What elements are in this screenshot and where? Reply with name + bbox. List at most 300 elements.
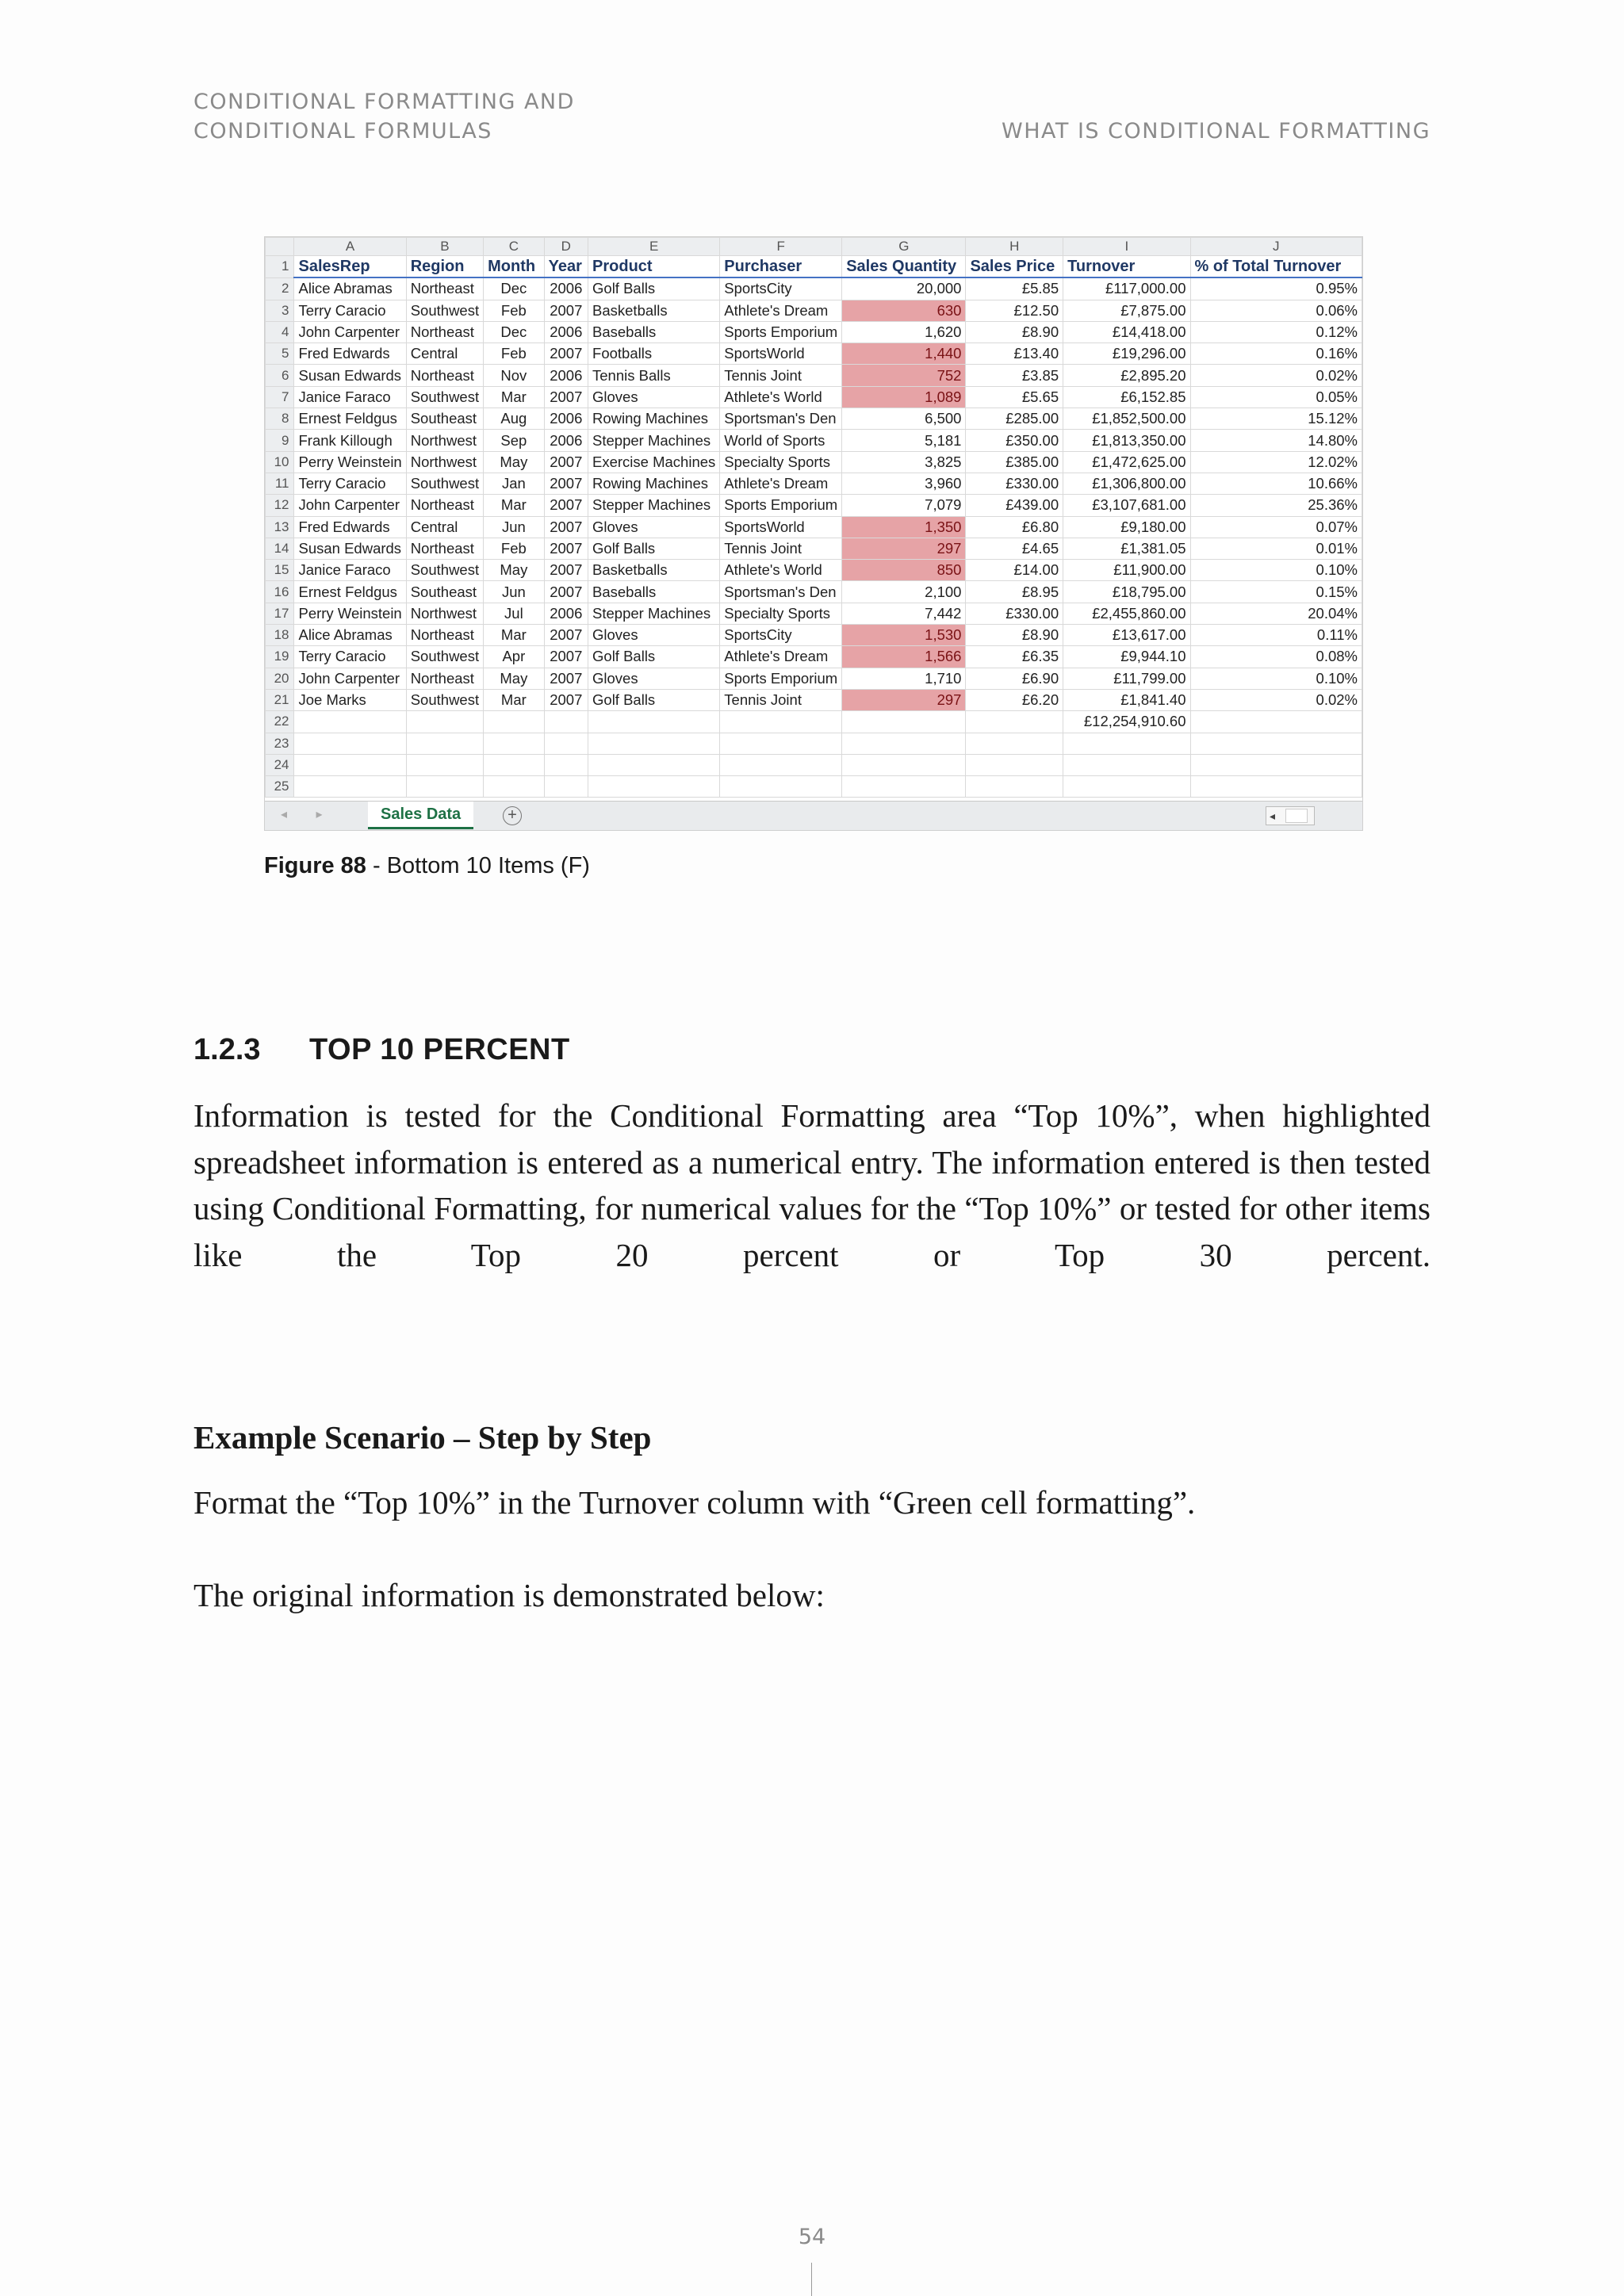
cell-pct[interactable]: 0.07% <box>1190 516 1362 538</box>
cell-rep[interactable]: Terry Caracio <box>294 473 406 494</box>
cell-month[interactable]: Aug <box>484 408 545 430</box>
cell-year[interactable]: 2007 <box>544 560 588 581</box>
cell-year[interactable]: 2007 <box>544 300 588 321</box>
cell-purchaser[interactable]: Tennis Joint <box>720 365 842 386</box>
cell-year[interactable]: 2007 <box>544 689 588 710</box>
row-number[interactable]: 24 <box>266 754 294 775</box>
cell-price[interactable]: £6.80 <box>966 516 1063 538</box>
cell-rep[interactable]: Terry Caracio <box>294 646 406 668</box>
cell-product[interactable]: Gloves <box>588 516 720 538</box>
empty-cell[interactable] <box>966 711 1063 733</box>
column-letter-i[interactable]: I <box>1063 238 1190 256</box>
cell-pct[interactable]: 0.10% <box>1190 560 1362 581</box>
empty-cell[interactable] <box>406 754 483 775</box>
empty-cell[interactable] <box>406 776 483 798</box>
cell-product[interactable]: Golf Balls <box>588 689 720 710</box>
scroll-left-icon[interactable]: ◂ <box>1270 809 1276 822</box>
empty-cell[interactable] <box>1190 733 1362 754</box>
cell-purchaser[interactable]: Athlete's Dream <box>720 473 842 494</box>
cell-pct[interactable]: 15.12% <box>1190 408 1362 430</box>
cell-month[interactable]: May <box>484 560 545 581</box>
empty-cell[interactable] <box>588 776 720 798</box>
empty-cell[interactable] <box>966 733 1063 754</box>
cell-rep[interactable]: Frank Killough <box>294 430 406 451</box>
column-letter-f[interactable]: F <box>720 238 842 256</box>
column-header[interactable]: Turnover <box>1063 256 1190 278</box>
cell-price[interactable]: £3.85 <box>966 365 1063 386</box>
cell-pct[interactable]: 0.16% <box>1190 343 1362 365</box>
cell-year[interactable]: 2007 <box>544 473 588 494</box>
empty-cell[interactable] <box>294 776 406 798</box>
cell-rep[interactable]: Susan Edwards <box>294 538 406 559</box>
cell-pct[interactable]: 12.02% <box>1190 451 1362 473</box>
empty-cell[interactable] <box>294 754 406 775</box>
cell-rep[interactable]: Fred Edwards <box>294 516 406 538</box>
cell-qty[interactable]: 3,960 <box>842 473 966 494</box>
row-number[interactable]: 8 <box>266 408 294 430</box>
cell-price[interactable]: £8.90 <box>966 321 1063 342</box>
empty-cell[interactable] <box>588 733 720 754</box>
cell-pct[interactable]: 0.02% <box>1190 365 1362 386</box>
cell-year[interactable]: 2007 <box>544 625 588 646</box>
cell-product[interactable]: Rowing Machines <box>588 408 720 430</box>
cell-purchaser[interactable]: Tennis Joint <box>720 538 842 559</box>
sheet-tab-sales-data[interactable]: Sales Data <box>368 802 473 829</box>
cell-purchaser[interactable]: Athlete's Dream <box>720 300 842 321</box>
cell-purchaser[interactable]: Athlete's World <box>720 560 842 581</box>
cell-region[interactable]: Southeast <box>406 408 483 430</box>
cell-price[interactable]: £385.00 <box>966 451 1063 473</box>
cell-month[interactable]: Nov <box>484 365 545 386</box>
cell-price[interactable]: £6.90 <box>966 668 1063 689</box>
scrollbar-thumb[interactable] <box>1285 809 1308 823</box>
cell-region[interactable]: Southwest <box>406 473 483 494</box>
cell-year[interactable]: 2006 <box>544 603 588 624</box>
cell-rep[interactable]: Susan Edwards <box>294 365 406 386</box>
cell-month[interactable]: Dec <box>484 277 545 300</box>
cell-price[interactable]: £439.00 <box>966 495 1063 516</box>
empty-cell[interactable] <box>1063 733 1190 754</box>
cell-month[interactable]: Feb <box>484 343 545 365</box>
cell-price[interactable]: £4.65 <box>966 538 1063 559</box>
cell-region[interactable]: Northeast <box>406 625 483 646</box>
cell-qty[interactable]: 3,825 <box>842 451 966 473</box>
cell-turnover[interactable]: £11,900.00 <box>1063 560 1190 581</box>
table-row <box>266 386 1362 408</box>
column-letter-b[interactable]: B <box>406 238 483 256</box>
cell-rep[interactable]: Janice Faraco <box>294 560 406 581</box>
cell-qty[interactable]: 297 <box>842 538 966 559</box>
cell-month[interactable]: Mar <box>484 689 545 710</box>
row-number[interactable]: 23 <box>266 733 294 754</box>
cell-product[interactable]: Gloves <box>588 668 720 689</box>
cell-product[interactable]: Basketballs <box>588 560 720 581</box>
empty-cell[interactable] <box>588 711 720 733</box>
empty-cell[interactable] <box>406 733 483 754</box>
cell-pct[interactable]: 10.66% <box>1190 473 1362 494</box>
cell-rep[interactable]: Fred Edwards <box>294 343 406 365</box>
cell-price[interactable]: £13.40 <box>966 343 1063 365</box>
cell-qty[interactable]: 1,530 <box>842 625 966 646</box>
cell-qty[interactable]: 850 <box>842 560 966 581</box>
empty-cell[interactable] <box>720 711 842 733</box>
cell-turnover[interactable]: £11,799.00 <box>1063 668 1190 689</box>
total-row <box>266 711 1362 733</box>
cell-year[interactable]: 2007 <box>544 581 588 603</box>
cell-pct[interactable]: 0.01% <box>1190 538 1362 559</box>
cell-month[interactable]: Jun <box>484 516 545 538</box>
cell-turnover[interactable]: £13,617.00 <box>1063 625 1190 646</box>
cell-pct[interactable]: 0.10% <box>1190 668 1362 689</box>
column-letter-j[interactable]: J <box>1190 238 1362 256</box>
add-sheet-icon[interactable]: + <box>503 806 522 825</box>
cell-product[interactable]: Baseballs <box>588 321 720 342</box>
cell-turnover[interactable]: £3,107,681.00 <box>1063 495 1190 516</box>
cell-purchaser[interactable]: Sports Emporium <box>720 321 842 342</box>
row-number[interactable]: 4 <box>266 321 294 342</box>
cell-year[interactable]: 2007 <box>544 516 588 538</box>
cell-purchaser[interactable]: Sportsman's Den <box>720 581 842 603</box>
cell-purchaser[interactable]: SportsCity <box>720 625 842 646</box>
cell-price[interactable]: £8.95 <box>966 581 1063 603</box>
cell-qty[interactable]: 297 <box>842 689 966 710</box>
empty-cell[interactable] <box>544 733 588 754</box>
cell-purchaser[interactable]: Athlete's Dream <box>720 646 842 668</box>
empty-cell[interactable] <box>842 754 966 775</box>
cell-price[interactable]: £5.85 <box>966 277 1063 300</box>
cell-year[interactable]: 2006 <box>544 321 588 342</box>
cell-rep[interactable]: Joe Marks <box>294 689 406 710</box>
cell-region[interactable]: Northwest <box>406 451 483 473</box>
cell-qty[interactable]: 1,440 <box>842 343 966 365</box>
cell-month[interactable]: Feb <box>484 538 545 559</box>
cell-purchaser[interactable]: World of Sports <box>720 430 842 451</box>
cell-qty[interactable]: 1,620 <box>842 321 966 342</box>
cell-turnover[interactable]: £9,180.00 <box>1063 516 1190 538</box>
empty-row <box>266 733 1362 754</box>
cell-region[interactable]: Southwest <box>406 689 483 710</box>
empty-cell[interactable] <box>1190 711 1362 733</box>
cell-total-turnover[interactable]: £12,254,910.60 <box>1063 711 1190 733</box>
cell-region[interactable]: Northwest <box>406 603 483 624</box>
cell-month[interactable]: Mar <box>484 625 545 646</box>
cell-product[interactable]: Stepper Machines <box>588 495 720 516</box>
empty-cell[interactable] <box>544 711 588 733</box>
empty-cell[interactable] <box>720 776 842 798</box>
sheet-nav-arrows-icon[interactable]: ◂ ▸ <box>281 808 335 821</box>
cell-rep[interactable]: John Carpenter <box>294 668 406 689</box>
cell-price[interactable]: £6.20 <box>966 689 1063 710</box>
cell-year[interactable]: 2007 <box>544 451 588 473</box>
row-number[interactable]: 11 <box>266 473 294 494</box>
row-number[interactable]: 17 <box>266 603 294 624</box>
cell-year[interactable]: 2006 <box>544 365 588 386</box>
row-number[interactable]: 16 <box>266 581 294 603</box>
cell-qty[interactable]: 5,181 <box>842 430 966 451</box>
empty-cell[interactable] <box>842 711 966 733</box>
cell-region[interactable]: Northeast <box>406 365 483 386</box>
cell-turnover[interactable]: £18,795.00 <box>1063 581 1190 603</box>
column-letter-a[interactable]: A <box>294 238 406 256</box>
row-number[interactable]: 10 <box>266 451 294 473</box>
cell-month[interactable]: Jan <box>484 473 545 494</box>
cell-turnover[interactable]: £1,472,625.00 <box>1063 451 1190 473</box>
row-number[interactable]: 3 <box>266 300 294 321</box>
row-number[interactable]: 20 <box>266 668 294 689</box>
cell-region[interactable]: Southwest <box>406 646 483 668</box>
cell-qty[interactable]: 1,089 <box>842 386 966 408</box>
cell-pct[interactable]: 0.15% <box>1190 581 1362 603</box>
column-letter-e[interactable]: E <box>588 238 720 256</box>
row-number[interactable]: 21 <box>266 689 294 710</box>
cell-price[interactable]: £350.00 <box>966 430 1063 451</box>
cell-month[interactable]: Jul <box>484 603 545 624</box>
cell-product[interactable]: Golf Balls <box>588 646 720 668</box>
cell-price[interactable]: £330.00 <box>966 473 1063 494</box>
cell-turnover[interactable]: £1,306,800.00 <box>1063 473 1190 494</box>
cell-turnover[interactable]: £2,895.20 <box>1063 365 1190 386</box>
empty-cell[interactable] <box>966 754 1063 775</box>
cell-turnover[interactable]: £1,841.40 <box>1063 689 1190 710</box>
empty-cell[interactable] <box>720 733 842 754</box>
row-number[interactable]: 5 <box>266 343 294 365</box>
cell-pct[interactable]: 0.06% <box>1190 300 1362 321</box>
empty-cell[interactable] <box>294 733 406 754</box>
column-letter-h[interactable]: H <box>966 238 1063 256</box>
row-number[interactable]: 22 <box>266 711 294 733</box>
cell-purchaser[interactable]: SportsCity <box>720 277 842 300</box>
cell-month[interactable]: May <box>484 668 545 689</box>
cell-year[interactable]: 2007 <box>544 646 588 668</box>
column-header[interactable]: Month <box>484 256 545 278</box>
cell-pct[interactable]: 14.80% <box>1190 430 1362 451</box>
cell-price[interactable]: £14.00 <box>966 560 1063 581</box>
cell-purchaser[interactable]: Sports Emporium <box>720 668 842 689</box>
cell-turnover[interactable]: £19,296.00 <box>1063 343 1190 365</box>
cell-price[interactable]: £5.65 <box>966 386 1063 408</box>
cell-region[interactable]: Southwest <box>406 300 483 321</box>
cell-pct[interactable]: 0.08% <box>1190 646 1362 668</box>
cell-region[interactable]: Southwest <box>406 560 483 581</box>
cell-month[interactable]: Dec <box>484 321 545 342</box>
row-number[interactable]: 25 <box>266 776 294 798</box>
empty-cell[interactable] <box>544 754 588 775</box>
cell-region[interactable]: Southwest <box>406 386 483 408</box>
cell-rep[interactable]: John Carpenter <box>294 321 406 342</box>
cell-pct[interactable]: 20.04% <box>1190 603 1362 624</box>
empty-cell[interactable] <box>484 733 545 754</box>
column-header[interactable]: Sales Quantity <box>842 256 966 278</box>
cell-product[interactable]: Golf Balls <box>588 277 720 300</box>
cell-month[interactable]: Mar <box>484 386 545 408</box>
cell-qty[interactable]: 752 <box>842 365 966 386</box>
row-number[interactable]: 2 <box>266 277 294 300</box>
cell-month[interactable]: Sep <box>484 430 545 451</box>
cell-pct[interactable]: 0.02% <box>1190 689 1362 710</box>
cell-year[interactable]: 2006 <box>544 408 588 430</box>
empty-cell[interactable] <box>1063 754 1190 775</box>
cell-month[interactable]: May <box>484 451 545 473</box>
cell-region[interactable]: Northeast <box>406 277 483 300</box>
row-number[interactable]: 7 <box>266 386 294 408</box>
select-all-corner[interactable] <box>266 238 294 256</box>
cell-year[interactable]: 2007 <box>544 538 588 559</box>
row-number[interactable]: 12 <box>266 495 294 516</box>
cell-year[interactable]: 2007 <box>544 668 588 689</box>
running-header-right: WHAT IS CONDITIONAL FORMATTING <box>1002 119 1431 144</box>
empty-cell[interactable] <box>484 711 545 733</box>
row-number[interactable]: 1 <box>266 256 294 278</box>
row-number[interactable]: 13 <box>266 516 294 538</box>
row-number[interactable]: 19 <box>266 646 294 668</box>
cell-turnover[interactable]: £9,944.10 <box>1063 646 1190 668</box>
empty-cell[interactable] <box>842 776 966 798</box>
cell-year[interactable]: 2007 <box>544 386 588 408</box>
row-number[interactable]: 15 <box>266 560 294 581</box>
empty-row <box>266 776 1362 798</box>
cell-purchaser[interactable]: SportsWorld <box>720 516 842 538</box>
cell-rep[interactable]: Ernest Feldgus <box>294 408 406 430</box>
cell-product[interactable]: Rowing Machines <box>588 473 720 494</box>
empty-cell[interactable] <box>966 776 1063 798</box>
cell-qty[interactable]: 1,710 <box>842 668 966 689</box>
cell-turnover[interactable]: £6,152.85 <box>1063 386 1190 408</box>
empty-cell[interactable] <box>294 711 406 733</box>
cell-month[interactable]: Jun <box>484 581 545 603</box>
empty-cell[interactable] <box>842 733 966 754</box>
column-header[interactable]: Sales Price <box>966 256 1063 278</box>
empty-cell[interactable] <box>544 776 588 798</box>
cell-product[interactable]: Tennis Balls <box>588 365 720 386</box>
section-title: TOP 10 PERCENT <box>309 1033 570 1066</box>
row-number[interactable]: 6 <box>266 365 294 386</box>
cell-qty[interactable]: 20,000 <box>842 277 966 300</box>
cell-turnover[interactable]: £117,000.00 <box>1063 277 1190 300</box>
cell-product[interactable]: Stepper Machines <box>588 603 720 624</box>
column-letter-g[interactable]: G <box>842 238 966 256</box>
row-number[interactable]: 18 <box>266 625 294 646</box>
cell-product[interactable]: Stepper Machines <box>588 430 720 451</box>
empty-cell[interactable] <box>406 711 483 733</box>
cell-turnover[interactable]: £1,813,350.00 <box>1063 430 1190 451</box>
column-header[interactable]: Year <box>544 256 588 278</box>
cell-turnover[interactable]: £14,418.00 <box>1063 321 1190 342</box>
cell-region[interactable]: Northeast <box>406 321 483 342</box>
empty-cell[interactable] <box>484 754 545 775</box>
cell-product[interactable]: Golf Balls <box>588 538 720 559</box>
cell-qty[interactable]: 2,100 <box>842 581 966 603</box>
cell-purchaser[interactable]: Sports Emporium <box>720 495 842 516</box>
cell-year[interactable]: 2006 <box>544 430 588 451</box>
cell-year[interactable]: 2006 <box>544 277 588 300</box>
cell-rep[interactable]: Perry Weinstein <box>294 603 406 624</box>
cell-region[interactable]: Central <box>406 343 483 365</box>
cell-pct[interactable]: 0.95% <box>1190 277 1362 300</box>
cell-price[interactable]: £285.00 <box>966 408 1063 430</box>
cell-pct[interactable]: 0.11% <box>1190 625 1362 646</box>
cell-rep[interactable]: Ernest Feldgus <box>294 581 406 603</box>
column-header[interactable]: Region <box>406 256 483 278</box>
cell-qty[interactable]: 7,079 <box>842 495 966 516</box>
cell-pct[interactable]: 25.36% <box>1190 495 1362 516</box>
empty-cell[interactable] <box>588 754 720 775</box>
cell-price[interactable]: £8.90 <box>966 625 1063 646</box>
column-header[interactable]: Purchaser <box>720 256 842 278</box>
cell-region[interactable]: Northeast <box>406 495 483 516</box>
cell-purchaser[interactable]: Tennis Joint <box>720 689 842 710</box>
cell-product[interactable]: Gloves <box>588 386 720 408</box>
cell-year[interactable]: 2007 <box>544 343 588 365</box>
cell-product[interactable]: Gloves <box>588 625 720 646</box>
empty-cell[interactable] <box>1190 754 1362 775</box>
sheet-tab-bar <box>265 801 1362 830</box>
cell-purchaser[interactable]: Sportsman's Den <box>720 408 842 430</box>
column-header[interactable]: SalesRep <box>294 256 406 278</box>
cell-rep[interactable]: Janice Faraco <box>294 386 406 408</box>
cell-product[interactable]: Basketballs <box>588 300 720 321</box>
cell-qty[interactable]: 7,442 <box>842 603 966 624</box>
example-heading: Example Scenario – Step by Step <box>193 1419 652 1456</box>
cell-region[interactable]: Northwest <box>406 430 483 451</box>
cell-rep[interactable]: John Carpenter <box>294 495 406 516</box>
cell-rep[interactable]: Terry Caracio <box>294 300 406 321</box>
cell-rep[interactable]: Alice Abramas <box>294 277 406 300</box>
row-number[interactable]: 14 <box>266 538 294 559</box>
horizontal-scrollbar[interactable] <box>1266 806 1315 825</box>
cell-month[interactable]: Feb <box>484 300 545 321</box>
cell-qty[interactable]: 1,566 <box>842 646 966 668</box>
cell-region[interactable]: Central <box>406 516 483 538</box>
cell-turnover[interactable]: £1,381.05 <box>1063 538 1190 559</box>
cell-pct[interactable]: 0.12% <box>1190 321 1362 342</box>
cell-qty[interactable]: 1,350 <box>842 516 966 538</box>
cell-region[interactable]: Northeast <box>406 538 483 559</box>
empty-cell[interactable] <box>1063 776 1190 798</box>
cell-rep[interactable]: Perry Weinstein <box>294 451 406 473</box>
cell-product[interactable]: Baseballs <box>588 581 720 603</box>
column-letter-d[interactable]: D <box>544 238 588 256</box>
cell-month[interactable]: Mar <box>484 495 545 516</box>
cell-price[interactable]: £12.50 <box>966 300 1063 321</box>
empty-cell[interactable] <box>1190 776 1362 798</box>
cell-year[interactable]: 2007 <box>544 495 588 516</box>
cell-region[interactable]: Southeast <box>406 581 483 603</box>
cell-price[interactable]: £330.00 <box>966 603 1063 624</box>
cell-price[interactable]: £6.35 <box>966 646 1063 668</box>
cell-turnover[interactable]: £2,455,860.00 <box>1063 603 1190 624</box>
cell-turnover[interactable]: £1,852,500.00 <box>1063 408 1190 430</box>
cell-purchaser[interactable]: Specialty Sports <box>720 603 842 624</box>
row-number[interactable]: 9 <box>266 430 294 451</box>
column-letter-c[interactable]: C <box>484 238 545 256</box>
cell-month[interactable]: Apr <box>484 646 545 668</box>
column-header[interactable]: % of Total Turnover <box>1190 256 1362 278</box>
cell-purchaser[interactable]: Specialty Sports <box>720 451 842 473</box>
cell-purchaser[interactable]: Athlete's World <box>720 386 842 408</box>
column-header[interactable]: Product <box>588 256 720 278</box>
cell-region[interactable]: Northeast <box>406 668 483 689</box>
cell-qty[interactable]: 630 <box>842 300 966 321</box>
cell-qty[interactable]: 6,500 <box>842 408 966 430</box>
empty-cell[interactable] <box>484 776 545 798</box>
cell-turnover[interactable]: £7,875.00 <box>1063 300 1190 321</box>
cell-product[interactable]: Footballs <box>588 343 720 365</box>
cell-pct[interactable]: 0.05% <box>1190 386 1362 408</box>
cell-rep[interactable]: Alice Abramas <box>294 625 406 646</box>
empty-cell[interactable] <box>720 754 842 775</box>
cell-purchaser[interactable]: SportsWorld <box>720 343 842 365</box>
cell-product[interactable]: Exercise Machines <box>588 451 720 473</box>
